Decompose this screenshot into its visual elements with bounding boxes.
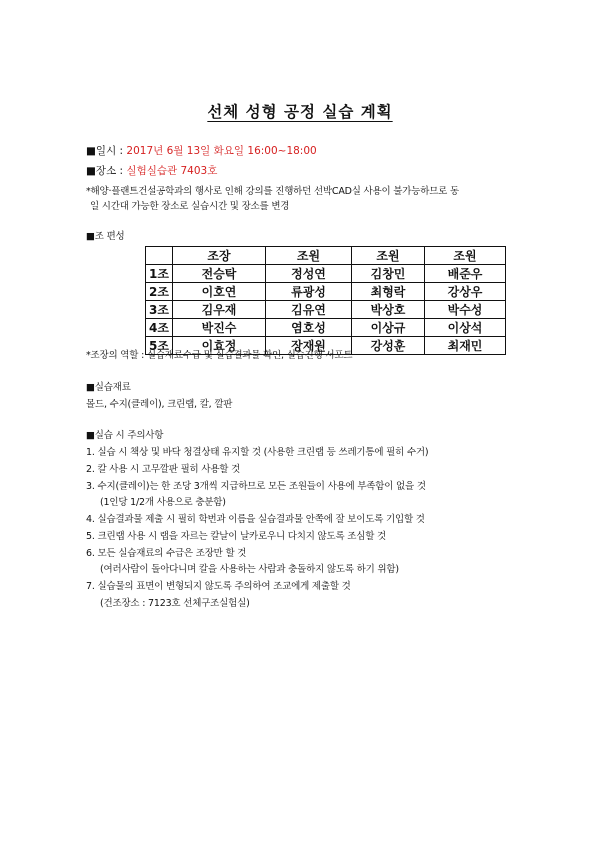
- table-header-row: [146, 247, 506, 265]
- cautions-heading: ■실습 시 주의사항: [86, 430, 164, 441]
- table-cell: 최형락: [352, 283, 425, 301]
- table-cell: 배준우: [425, 265, 506, 283]
- caution-item: 3. 수지(클레이)는 한 조당 3개씩 지급하므로 모든 조원들이 사용에 부족함이 없을 것: [86, 481, 426, 492]
- caution-item: 5. 크린랩 사용 시 랩을 자르는 칼날이 날카로우니 다치지 않도록 조심할 것: [86, 531, 387, 542]
- table-cell: 4조: [146, 319, 173, 337]
- place-value: 실험실습관 7403호: [126, 165, 218, 177]
- datetime-line: [86, 143, 317, 158]
- table-cell: 2조: [146, 283, 173, 301]
- caution-item: 1. 실습 시 책상 및 바닥 청결상태 유지할 것 (사용한 크린랩 등 쓰레기통에 필히 수거): [86, 447, 429, 458]
- caution-item-note: (1인당 1/2개 사용으로 충분함): [100, 497, 226, 508]
- groups-table: [145, 246, 506, 355]
- table-cell: 전승탁: [173, 265, 266, 283]
- caution-item: 4. 실습결과물 제출 시 필히 학번과 이름을 실습결과물 안쪽에 잘 보이도록 기입할 것: [86, 514, 425, 525]
- caution-item: 7. 실습물의 표면이 변형되지 않도록 주의하여 조교에게 제출할 것: [86, 581, 351, 592]
- table-cell: 이호연: [173, 283, 266, 301]
- table-cell: 최재민: [425, 337, 506, 355]
- table-cell: 김우재: [173, 301, 266, 319]
- table-cell: 박수성: [425, 301, 506, 319]
- table-cell: 김유연: [266, 301, 352, 319]
- table-cell: 강성훈: [352, 337, 425, 355]
- groups-heading: ■조 편성: [86, 231, 125, 242]
- notice-line-1: *해양·플랜트건설공학과의 행사로 인해 강의를 진행하던 선박CAD실 사용이 불가능하므로 동: [86, 186, 459, 197]
- table-cell: 1조: [146, 265, 173, 283]
- caution-item-note: (건조장소 : 7123호 선체구조실험실): [100, 598, 250, 609]
- datetime-label: ■일시 :: [86, 145, 127, 157]
- caution-item-note: (여러사람이 돌아다니며 칼을 사용하는 사람과 충돌하지 않도록 하기 위함): [100, 564, 399, 575]
- caution-item: 2. 칼 사용 시 고무깔판 필히 사용할 것: [86, 464, 241, 475]
- table-cell: 박진수: [173, 319, 266, 337]
- document-title: 선체 성형 공정 실습 계획: [207, 103, 393, 121]
- table-cell: 이상규: [352, 319, 425, 337]
- table-cell: 이상석: [425, 319, 506, 337]
- table-cell: 3조: [146, 301, 173, 319]
- table-cell: 5조: [146, 337, 173, 355]
- table-cell: 류광성: [266, 283, 352, 301]
- materials-heading: ■실습재료: [86, 382, 131, 393]
- table-header-cell: [146, 247, 173, 265]
- table-cell: 염호성: [266, 319, 352, 337]
- caution-item: 6. 모든 실습재료의 수급은 조장만 할 것: [86, 548, 247, 559]
- place-label: ■장소 :: [86, 165, 127, 177]
- materials-list: 몰드, 수지(클레이), 크린랩, 칼, 깔판: [86, 399, 233, 410]
- leader-role-note: *조장의 역할 : 실습재료수급 및 실습결과물 확인, 실습진행 서포트: [86, 350, 353, 361]
- table-row: [146, 265, 506, 283]
- table-header-cell: 조원: [352, 247, 425, 265]
- table-cell: 김창민: [352, 265, 425, 283]
- notice-line-2: 일 시간대 가능한 장소로 실습시간 및 장소를 변경: [90, 201, 290, 212]
- table-row: [146, 301, 506, 319]
- table-cell: 박상호: [352, 301, 425, 319]
- table-row: [146, 319, 506, 337]
- table-row: [146, 283, 506, 301]
- table-header-cell: 조장: [173, 247, 266, 265]
- table-header-cell: 조원: [266, 247, 352, 265]
- table-cell: 정성연: [266, 265, 352, 283]
- table-cell: 장재원: [266, 337, 352, 355]
- table-cell: 이효정: [173, 337, 266, 355]
- table-header-cell: 조원: [425, 247, 506, 265]
- place-line: [86, 163, 217, 178]
- table-cell: 강상우: [425, 283, 506, 301]
- datetime-value: 2017년 6월 13일 화요일 16:00~18:00: [126, 145, 317, 157]
